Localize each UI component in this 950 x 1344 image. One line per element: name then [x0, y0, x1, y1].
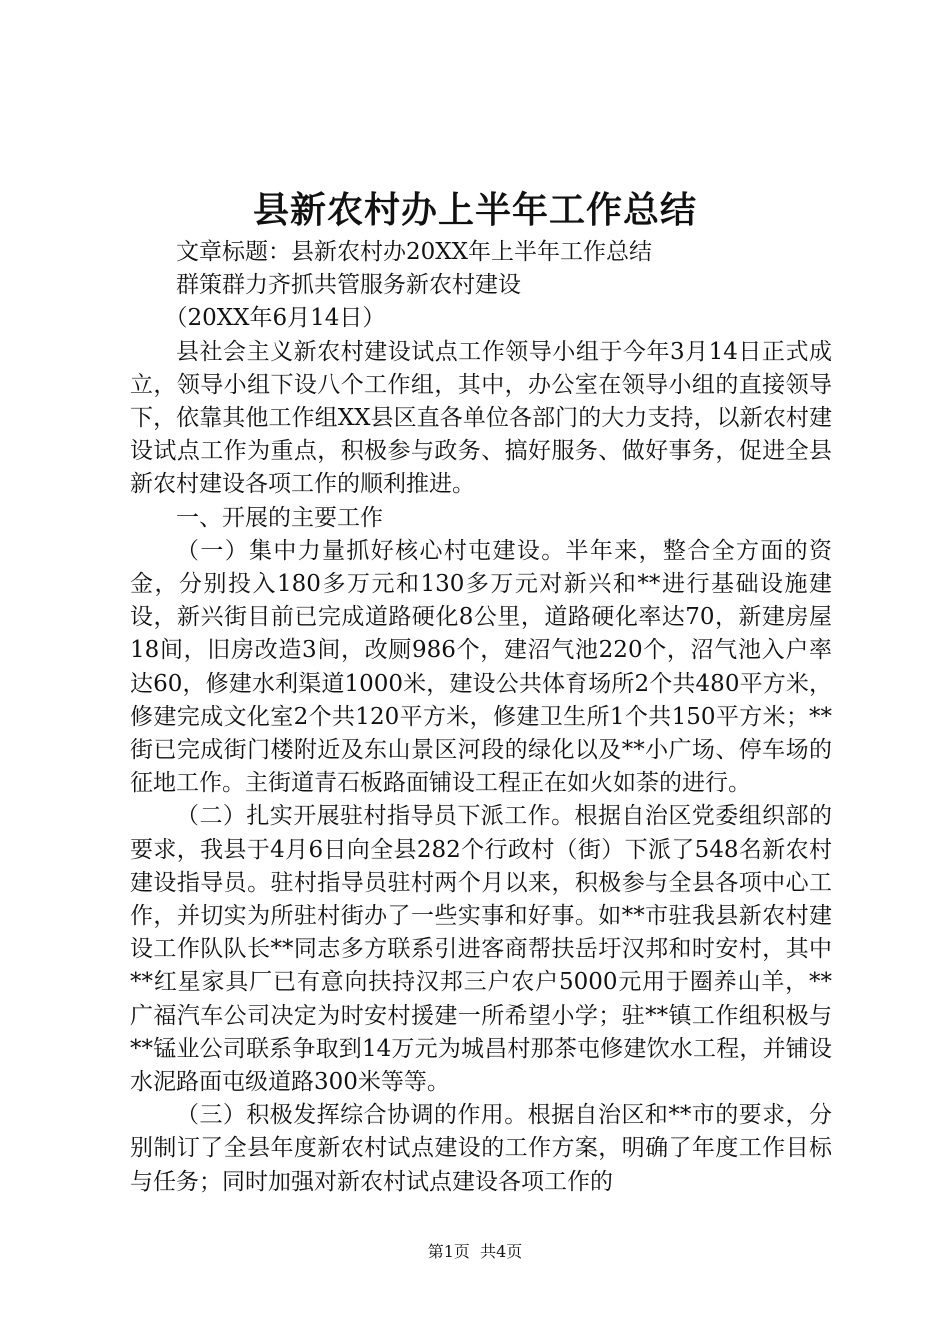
article-title-line: 文章标题：县新农村办20XX年上半年工作总结 — [176, 239, 653, 265]
date-line: （20XX年6月14日） — [164, 305, 386, 332]
section-heading: 一、开展的主要工作 — [176, 504, 383, 531]
intro-paragraph: 县社会主义新农村建设试点工作领导小组于今年3月14日正式成立，领导小组下设八个工作组，其中，办公室在领导小组的直接领导下，依靠其他工作组XX县区直各单位各部门的大力支持，以新农村建设试点工作为重点，积极参与政务、搞好服务、做好事务，促进全县新农村建设各项工作的顺利推进。 — [130, 338, 832, 498]
item-paragraph-1: （一）集中力量抓好核心村屯建设。半年来，整合全方面的资金，分别投入180多万元和130多万元对新兴和**进行基础设施建设，新兴街目前已完成道路硬化8公里，道路硬化率达70，新建房屋18间，旧房改造3间，改厕986个，建沼气池220个，沼气池入户率达60，修建水利渠道1000米，建设公共体育场所2个共480平方米，修建完成文化室2个共120平方米，修建卫生所1个共150平方米；**街已完成街门楼附近及东山景区河段的绿化以及**小广场、停车场的征地工作。主街道青石板路面铺设工程正在如火如荼的进行。 — [130, 537, 832, 797]
page-footer — [0, 1241, 950, 1263]
footer-spacer — [470, 1242, 480, 1261]
item-paragraph-3: （三）积极发挥综合协调的作用。根据自治区和**市的要求，分别制订了全县年度新农村试点建设的工作方案，明确了年度工作目标与任务；同时加强对新农村试点建设各项工作的 — [130, 1102, 832, 1195]
page-number: 第1页 — [427, 1242, 470, 1261]
item-paragraph-2: （二）扎实开展驻村指导员下派工作。根据自治区党委组织部的要求，我县于4月6日向全县282个行政村（街）下派了548名新农村建设指导员。驻村指导员驻村两个月以来，积极参与全县各项中心工作，并切实为所驻村街办了一些实事和好事。如**市驻我县新农村建设工作队队长**同志多方联系引进客商帮扶岳圩汉邦和时安村，其中**红星家具厂已有意向扶持汉邦三户农户5000元用于圈养山羊，**广福汽车公司决定为时安村援建一所希望小学；驻**镇工作组积极与**锰业公司联系争取到14万元为城昌村那茶屯修建饮水工程，并铺设水泥路面屯级道路300米等等。 — [130, 803, 832, 1096]
document-title: 县新农村办上半年工作总结 — [252, 189, 697, 231]
document-body — [130, 236, 832, 1199]
subtitle-line: 群策群力齐抓共管服务新农村建设 — [176, 272, 521, 299]
page-total: 共4页 — [480, 1242, 523, 1261]
